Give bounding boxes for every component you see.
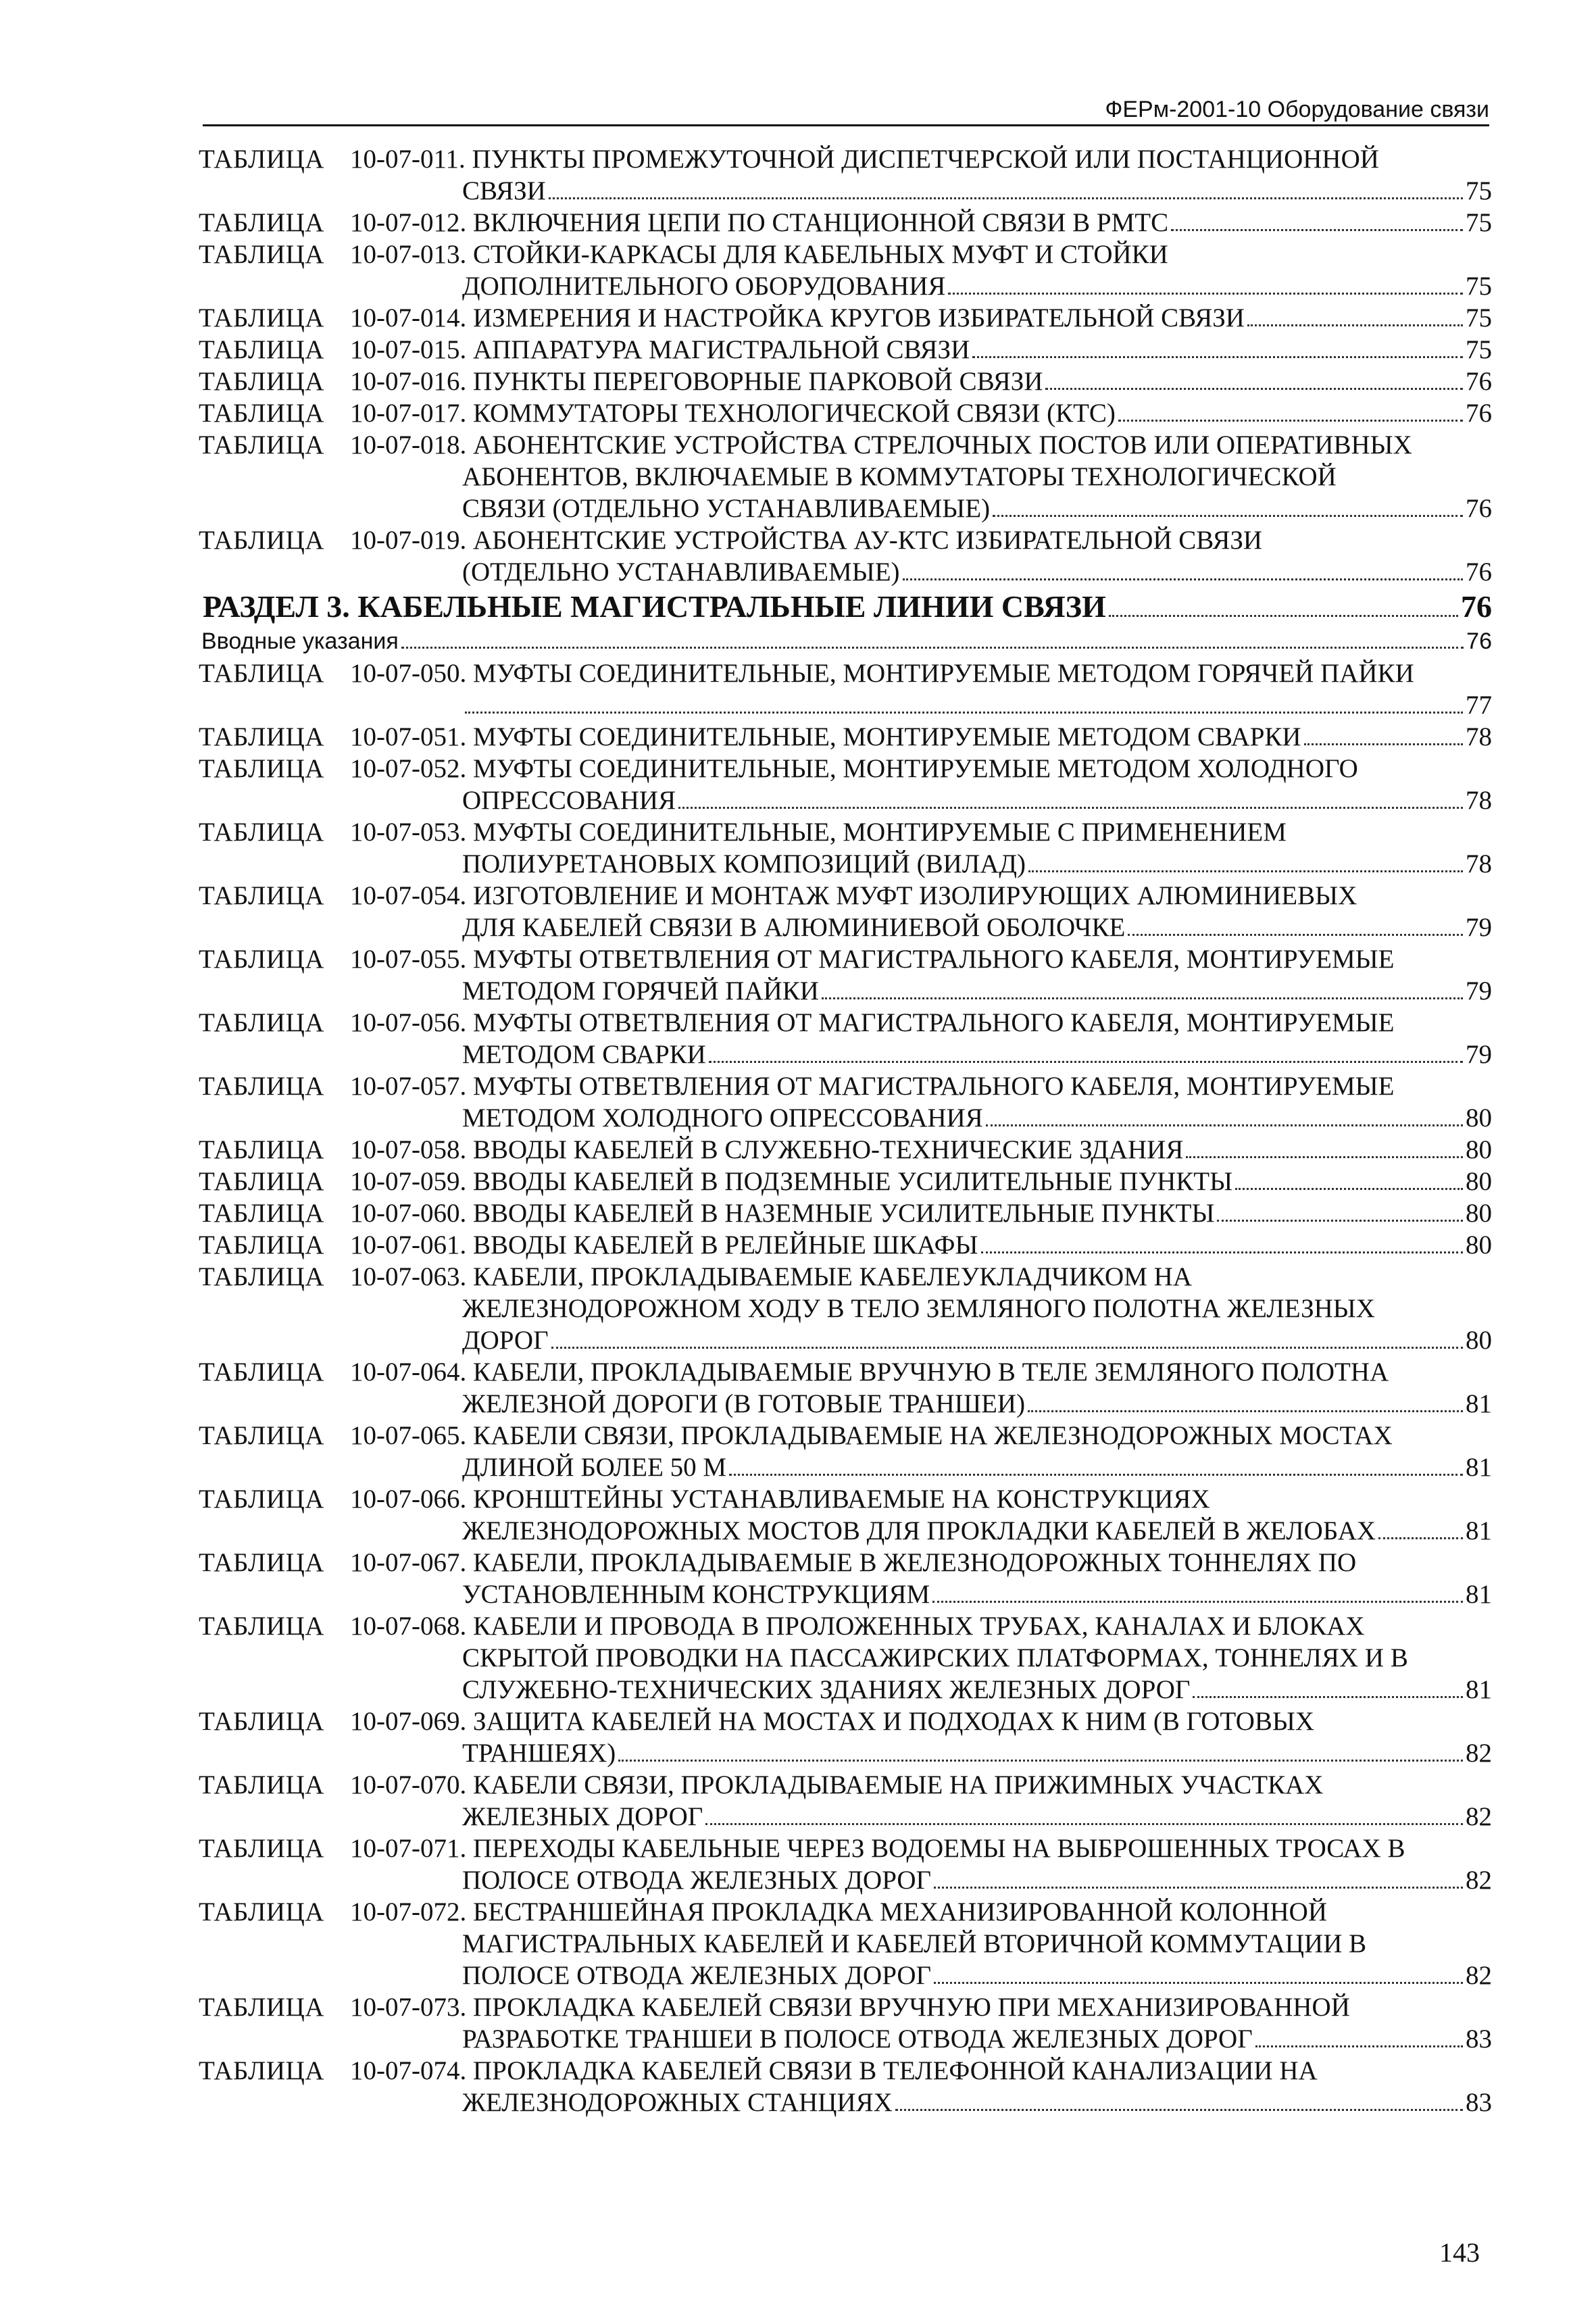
toc-entry [0,1261,1596,1356]
dot-leader [1378,1537,1463,1539]
toc-entry [0,1769,1596,1833]
toc-entry [0,397,1596,429]
toc-entry-label: ТАБЛИЦА [199,1008,324,1037]
toc-entry-label: ТАБЛИЦА [199,1262,324,1291]
toc-entry-text: ПОЛОСЕ ОТВОДА ЖЕЛЕЗНЫХ ДОРОГ [462,1961,932,1990]
toc-entry [0,302,1596,334]
toc-entry-text: 10-07-015. АППАРАТУРА МАГИСТРАЛЬНОЙ СВЯЗИ [350,335,970,364]
toc-entry [0,1229,1596,1261]
toc-entry-label: ТАБЛИЦА [199,526,324,555]
toc-entry [0,1070,1596,1134]
toc-page-number: 83 [1466,2088,1492,2117]
toc-entry-text: 10-07-057. МУФТЫ ОТВЕТВЛЕНИЯ ОТ МАГИСТРАЛЬНОГО КАБЕЛЯ, МОНТИРУЕМЫЕ [350,1072,1395,1101]
toc-entry-text: 10-07-069. ЗАЩИТА КАБЕЛЕЙ НА МОСТАХ И ПОДХОДАХ К НИМ (В ГОТОВЫХ [350,1707,1315,1736]
toc-page-number: 78 [1466,849,1492,878]
toc-entry-text: ДЛЯ КАБЕЛЕЙ СВЯЗИ В АЛЮМИНИЕВОЙ ОБОЛОЧКЕ [462,913,1126,942]
toc-entry-text: Вводные указания [201,628,399,654]
toc-entry-label: ТАБЛИЦА [199,430,324,459]
dot-leader [981,1251,1464,1253]
toc-entry-text: 10-07-061. ВВОДЫ КАБЕЛЕЙ В РЕЛЕЙНЫЕ ШКАФЫ [350,1230,978,1260]
running-header: ФЕРм-2001-10 Оборудование связи [203,95,1489,126]
dot-leader [993,515,1463,517]
toc-page-number: 80 [1466,1326,1492,1355]
dot-leader [465,712,1463,714]
toc-entry-text: 10-07-051. МУФТЫ СОЕДИНИТЕЛЬНЫЕ, МОНТИРУЕМЫЕ МЕТОДОМ СВАРКИ [350,722,1301,751]
toc-entry-label: ТАБЛИЦА [199,1485,324,1514]
dot-leader [1028,1410,1463,1412]
toc-entry [0,1547,1596,1610]
toc-entry-text: 10-07-052. МУФТЫ СОЕДИНИТЕЛЬНЫЕ, МОНТИРУЕМЫЕ МЕТОДОМ ХОЛОДНОГО [350,754,1358,783]
toc-entry [0,1356,1596,1420]
toc-entry-label: ТАБЛИЦА [199,659,324,688]
dot-leader [903,578,1463,580]
toc-entry-label: ТАБЛИЦА [199,1612,324,1641]
toc-entry-label: ТАБЛИЦА [199,1230,324,1260]
toc-page-number: 75 [1466,208,1492,237]
toc-page-number: 75 [1466,303,1492,332]
dot-leader [934,1887,1463,1889]
toc-page-number: 79 [1466,913,1492,942]
toc-entry-text: ДОПОЛНИТЕЛЬНОГО ОБОРУДОВАНИЯ [462,272,946,301]
toc-entry-label: ТАБЛИЦА [199,1072,324,1101]
toc-entry-text: УСТАНОВЛЕННЫМ КОНСТРУКЦИЯМ [462,1580,930,1609]
dot-leader [618,1760,1463,1762]
toc-page-number: 81 [1466,1580,1492,1609]
toc-entry-text: 10-07-018. АБОНЕНТСКИЕ УСТРОЙСТВА СТРЕЛОЧНЫХ ПОСТОВ ИЛИ ОПЕРАТИВНЫХ [350,430,1412,459]
toc-entry-text: 10-07-065. КАБЕЛИ СВЯЗИ, ПРОКЛАДЫВАЕМЫЕ НА ЖЕЛЕЗНОДОРОЖНЫХ МОСТАХ [350,1421,1393,1450]
dot-leader [1186,1156,1463,1158]
toc-page-number: 81 [1466,1516,1492,1545]
toc-entry-text: 10-07-055. МУФТЫ ОТВЕТВЛЕНИЯ ОТ МАГИСТРАЛЬНОГО КАБЕЛЯ, МОНТИРУЕМЫЕ [350,945,1395,974]
dot-leader [549,197,1463,199]
toc-entry-label: ТАБЛИЦА [199,2056,324,2085]
toc-entry-text: СВЯЗИ [462,176,546,205]
toc-entry-text: РАЗДЕЛ 3. КАБЕЛЬНЫЕ МАГИСТРАЛЬНЫЕ ЛИНИИ СВЯЗИ [203,589,1106,624]
toc-page-number: 79 [1466,976,1492,1005]
toc-entry-text: 10-07-073. ПРОКЛАДКА КАБЕЛЕЙ СВЯЗИ ВРУЧНУЮ ПРИ МЕХАНИЗИРОВАННОЙ [350,1993,1350,2022]
toc-entry [0,1706,1596,1769]
toc-page-number: 77 [1466,691,1492,720]
toc-entry [0,721,1596,753]
toc-intro [0,626,1596,657]
dot-leader [932,1601,1463,1603]
toc-entry [0,334,1596,366]
dot-leader [1028,870,1463,872]
toc-page-number: 83 [1466,2024,1492,2053]
dot-leader [1118,420,1463,422]
toc-page-number: 82 [1466,1739,1492,1768]
dot-leader [895,2109,1463,2111]
toc-entry [0,1134,1596,1166]
toc-entry [0,1420,1596,1483]
toc-page-number: 76 [1466,399,1492,428]
toc-entry-text: 10-07-064. КАБЕЛИ, ПРОКЛАДЫВАЕМЫЕ ВРУЧНУЮ В ТЕЛЕ ЗЕМЛЯНОГО ПОЛОТНА [350,1358,1389,1387]
toc-entry-text: 10-07-012. ВКЛЮЧЕНИЯ ЦЕПИ ПО СТАНЦИОННОЙ СВЯЗИ В РМТС [350,208,1169,237]
toc-entry-label: ТАБЛИЦА [199,754,324,783]
toc-page-number: 79 [1466,1040,1492,1069]
dot-leader [1304,743,1463,745]
dot-leader [1128,934,1463,936]
toc-entry-text: ЖЕЛЕЗНОДОРОЖНЫХ МОСТОВ ДЛЯ ПРОКЛАДКИ КАБЕЛЕЙ В ЖЕЛОБАХ [462,1516,1376,1545]
dot-leader [972,356,1463,358]
toc-entry-text: 10-07-060. ВВОДЫ КАБЕЛЕЙ В НАЗЕМНЫЕ УСИЛИТЕЛЬНЫЕ ПУНКТЫ [350,1199,1215,1228]
toc-entry-label: ТАБЛИЦА [199,1358,324,1387]
dot-leader [1247,324,1463,326]
toc-entry-text: 10-07-054. ИЗГОТОВЛЕНИЕ И МОНТАЖ МУФТ ИЗОЛИРУЮЩИХ АЛЮМИНИЕВЫХ [350,881,1357,910]
dot-leader [729,1474,1463,1476]
toc-entry-text: 10-07-013. СТОЙКИ-КАРКАСЫ ДЛЯ КАБЕЛЬНЫХ МУФТ И СТОЙКИ [350,240,1168,269]
toc-entry-text: 10-07-050. МУФТЫ СОЕДИНИТЕЛЬНЫЕ, МОНТИРУЕМЫЕ МЕТОДОМ ГОРЯЧЕЙ ПАЙКИ [350,659,1414,688]
toc-entry-text: 10-07-059. ВВОДЫ КАБЕЛЕЙ В ПОДЗЕМНЫЕ УСИЛИТЕЛЬНЫЕ ПУНКТЫ [350,1167,1233,1196]
toc-entry-label: ТАБЛИЦА [199,399,324,428]
toc-entry-label: ТАБЛИЦА [199,1897,324,1926]
toc-entry-text: 10-07-074. ПРОКЛАДКА КАБЕЛЕЙ СВЯЗИ В ТЕЛЕФОННОЙ КАНАЛИЗАЦИИ НА [350,2056,1318,2085]
toc-entry-text: 10-07-014. ИЗМЕРЕНИЯ И НАСТРОЙКА КРУГОВ ИЗБИРАТЕЛЬНОЙ СВЯЗИ [350,303,1245,332]
toc-entry-text: 10-07-063. КАБЕЛИ, ПРОКЛАДЫВАЕМЫЕ КАБЕЛЕУКЛАДЧИКОМ НА [350,1262,1192,1291]
toc-entry-label: ТАБЛИЦА [199,1993,324,2022]
toc-entry-text: СКРЫТОЙ ПРОВОДКИ НА ПАССАЖИРСКИХ ПЛАТФОРМАХ, ТОННЕЛЯХ И В [462,1643,1408,1672]
toc-entry-text: ЖЕЛЕЗНЫХ ДОРОГ [462,1802,703,1831]
toc-page-number: 78 [1466,722,1492,751]
toc-page-number: 76 [1466,628,1492,654]
toc-page-number: 76 [1466,557,1492,587]
toc-entry-label: ТАБЛИЦА [199,722,324,751]
toc-entry-label: ТАБЛИЦА [199,367,324,396]
toc-entry-label: ТАБЛИЦА [199,1199,324,1228]
dot-leader [1193,1696,1463,1698]
dot-leader [678,807,1463,809]
toc-entry [0,1610,1596,1706]
dot-leader [948,293,1463,295]
toc-entry-text: 10-07-016. ПУНКТЫ ПЕРЕГОВОРНЫЕ ПАРКОВОЙ СВЯЗИ [350,367,1043,396]
toc-entry-text: ДОРОГ [462,1326,549,1355]
toc-page-number: 80 [1466,1167,1492,1196]
toc-entry-label: ТАБЛИЦА [199,1421,324,1450]
toc-entry-label: ТАБЛИЦА [199,1834,324,1863]
toc-page-number: 80 [1466,1135,1492,1164]
toc-entry [0,1896,1596,1991]
dot-leader [1045,388,1463,390]
toc-entry-text: ТРАНШЕЯХ) [462,1739,616,1768]
dot-leader [709,1061,1463,1063]
toc-entry [0,2055,1596,2118]
dot-leader [1109,615,1458,617]
toc-entry [0,1007,1596,1070]
toc-entry-text: ЖЕЛЕЗНОДОРОЖНОМ ХОДУ В ТЕЛО ЗЕМЛЯНОГО ПОЛОТНА ЖЕЛЕЗНЫХ [462,1294,1375,1323]
toc-page-number: 76 [1461,589,1492,624]
toc-page-number: 82 [1466,1961,1492,1990]
toc-entry-label: ТАБЛИЦА [199,881,324,910]
toc-entry-text: 10-07-068. КАБЕЛИ И ПРОВОДА В ПРОЛОЖЕННЫХ ТРУБАХ, КАНАЛАХ И БЛОКАХ [350,1612,1365,1641]
toc-entry-label: ТАБЛИЦА [199,1548,324,1577]
toc-page-number: 82 [1466,1866,1492,1895]
toc-entry-text: 10-07-071. ПЕРЕХОДЫ КАБЕЛЬНЫЕ ЧЕРЕЗ ВОДОЕМЫ НА ВЫБРОШЕННЫХ ТРОСАХ В [350,1834,1405,1863]
toc-entry [0,524,1596,588]
toc-entry [0,429,1596,524]
toc-entry-text: ЖЕЛЕЗНОДОРОЖНЫХ СТАНЦИЯХ [462,2088,893,2117]
toc-page-number: 82 [1466,1802,1492,1831]
dot-leader [705,1823,1463,1825]
toc-entry [0,1197,1596,1229]
toc-page-number: 80 [1466,1103,1492,1132]
toc-page-number: 81 [1466,1675,1492,1704]
toc-page-number: 76 [1466,367,1492,396]
toc-entry-label: ТАБЛИЦА [199,945,324,974]
toc-page-number: 80 [1466,1230,1492,1260]
toc-entry-text: 10-07-019. АБОНЕНТСКИЕ УСТРОЙСТВА АУ-КТС ИЗБИРАТЕЛЬНОЙ СВЯЗИ [350,526,1263,555]
toc-entry-label: ТАБЛИЦА [199,303,324,332]
toc-page-number: 81 [1466,1453,1492,1482]
toc-page-number: 80 [1466,1199,1492,1228]
toc-entry [0,753,1596,816]
toc-entry [0,816,1596,880]
toc-entry-text: 10-07-056. МУФТЫ ОТВЕТВЛЕНИЯ ОТ МАГИСТРАЛЬНОГО КАБЕЛЯ, МОНТИРУЕМЫЕ [350,1008,1395,1037]
toc-entry-text: МАГИСТРАЛЬНЫХ КАБЕЛЕЙ И КАБЕЛЕЙ ВТОРИЧНОЙ КОММУТАЦИИ В [462,1929,1367,1958]
toc-entry-text: 10-07-066. КРОНШТЕЙНЫ УСТАНАВЛИВАЕМЫЕ НА КОНСТРУКЦИЯХ [350,1485,1210,1514]
dot-leader [986,1124,1463,1126]
toc-entry [0,1166,1596,1197]
toc-entry-text: ОПРЕССОВАНИЯ [462,786,676,815]
toc-entry-label: ТАБЛИЦА [199,1135,324,1164]
toc-entry [0,239,1596,302]
toc-entry-text: МЕТОДОМ ХОЛОДНОГО ОПРЕССОВАНИЯ [462,1103,983,1132]
toc-entry-text: 10-07-070. КАБЕЛИ СВЯЗИ, ПРОКЛАДЫВАЕМЫЕ НА ПРИЖИМНЫХ УЧАСТКАХ [350,1770,1324,1799]
toc-entry-text: 10-07-017. КОММУТАТОРЫ ТЕХНОЛОГИЧЕСКОЙ СВЯЗИ (КТС) [350,399,1116,428]
toc-entry-text: МЕТОДОМ ГОРЯЧЕЙ ПАЙКИ [462,976,819,1005]
dot-leader [1217,1220,1463,1222]
toc-entry-text: ПОЛИУРЕТАНОВЫХ КОМПОЗИЦИЙ (ВИЛАД) [462,849,1026,878]
toc-entry-text: АБОНЕНТОВ, ВКЛЮЧАЕМЫЕ В КОММУТАТОРЫ ТЕХНОЛОГИЧЕСКОЙ [462,462,1337,491]
toc-entry-label: ТАБЛИЦА [199,145,324,174]
toc-entry [0,366,1596,397]
dot-leader [551,1347,1463,1349]
toc-entry-text: СЛУЖЕБНО-ТЕХНИЧЕСКИХ ЗДАНИЯХ ЖЕЛЕЗНЫХ ДОРОГ [462,1675,1191,1704]
toc-section [0,588,1596,626]
toc-entry-text: (ОТДЕЛЬНО УСТАНАВЛИВАЕМЫЕ) [462,557,900,587]
toc-entry-text: СВЯЗИ (ОТДЕЛЬНО УСТАНАВЛИВАЕМЫЕ) [462,494,991,523]
toc-entry-label: ТАБЛИЦА [199,240,324,269]
toc-entry [0,657,1596,721]
toc-entry-text: 10-07-011. ПУНКТЫ ПРОМЕЖУТОЧНОЙ ДИСПЕТЧЕРСКОЙ ИЛИ ПОСТАНЦИОННОЙ [350,145,1379,174]
toc-page-number: 75 [1466,176,1492,205]
toc-entry [0,207,1596,239]
toc-entry-label: ТАБЛИЦА [199,1707,324,1736]
toc-page-number: 81 [1466,1389,1492,1418]
toc-entry-text: МЕТОДОМ СВАРКИ [462,1040,706,1069]
toc-page-number: 75 [1466,335,1492,364]
toc-entry [0,1483,1596,1547]
toc-entry-text: 10-07-072. БЕСТРАНШЕЙНАЯ ПРОКЛАДКА МЕХАНИЗИРОВАННОЙ КОЛОННОЙ [350,1897,1327,1926]
toc-page-number: 78 [1466,786,1492,815]
dot-leader [934,1982,1463,1984]
table-of-contents [0,143,1596,2118]
toc-entry-label: ТАБЛИЦА [199,1167,324,1196]
toc-entry-text: РАЗРАБОТКЕ ТРАНШЕИ В ПОЛОСЕ ОТВОДА ЖЕЛЕЗНЫХ ДОРОГ [462,2024,1253,2053]
toc-entry-text: 10-07-058. ВВОДЫ КАБЕЛЕЙ В СЛУЖЕБНО-ТЕХНИЧЕСКИЕ ЗДАНИЯ [350,1135,1184,1164]
toc-entry [0,1991,1596,2055]
toc-entry-label: ТАБЛИЦА [199,1770,324,1799]
dot-leader [1171,229,1463,231]
toc-entry [0,880,1596,943]
toc-entry-text: 10-07-053. МУФТЫ СОЕДИНИТЕЛЬНЫЕ, МОНТИРУЕМЫЕ С ПРИМЕНЕНИЕМ [350,818,1287,847]
toc-entry-text: 10-07-067. КАБЕЛИ, ПРОКЛАДЫВАЕМЫЕ В ЖЕЛЕЗНОДОРОЖНЫХ ТОННЕЛЯХ ПО [350,1548,1357,1577]
toc-page-number: 76 [1466,494,1492,523]
toc-entry-text: ЖЕЛЕЗНОЙ ДОРОГИ (В ГОТОВЫЕ ТРАНШЕИ) [462,1389,1026,1418]
dot-leader [822,997,1463,999]
toc-entry [0,943,1596,1007]
toc-entry [0,143,1596,207]
dot-leader [1235,1188,1463,1190]
toc-entry [0,1833,1596,1896]
toc-entry-label: ТАБЛИЦА [199,818,324,847]
dot-leader [1255,2045,1463,2047]
page-number: 143 [1439,2237,1480,2268]
toc-entry-text: ПОЛОСЕ ОТВОДА ЖЕЛЕЗНЫХ ДОРОГ [462,1866,932,1895]
toc-entry-label: ТАБЛИЦА [199,208,324,237]
toc-entry-text: ДЛИНОЙ БОЛЕЕ 50 М [462,1453,727,1482]
dot-leader [401,647,1464,649]
toc-page-number: 75 [1466,272,1492,301]
toc-entry-label: ТАБЛИЦА [199,335,324,364]
